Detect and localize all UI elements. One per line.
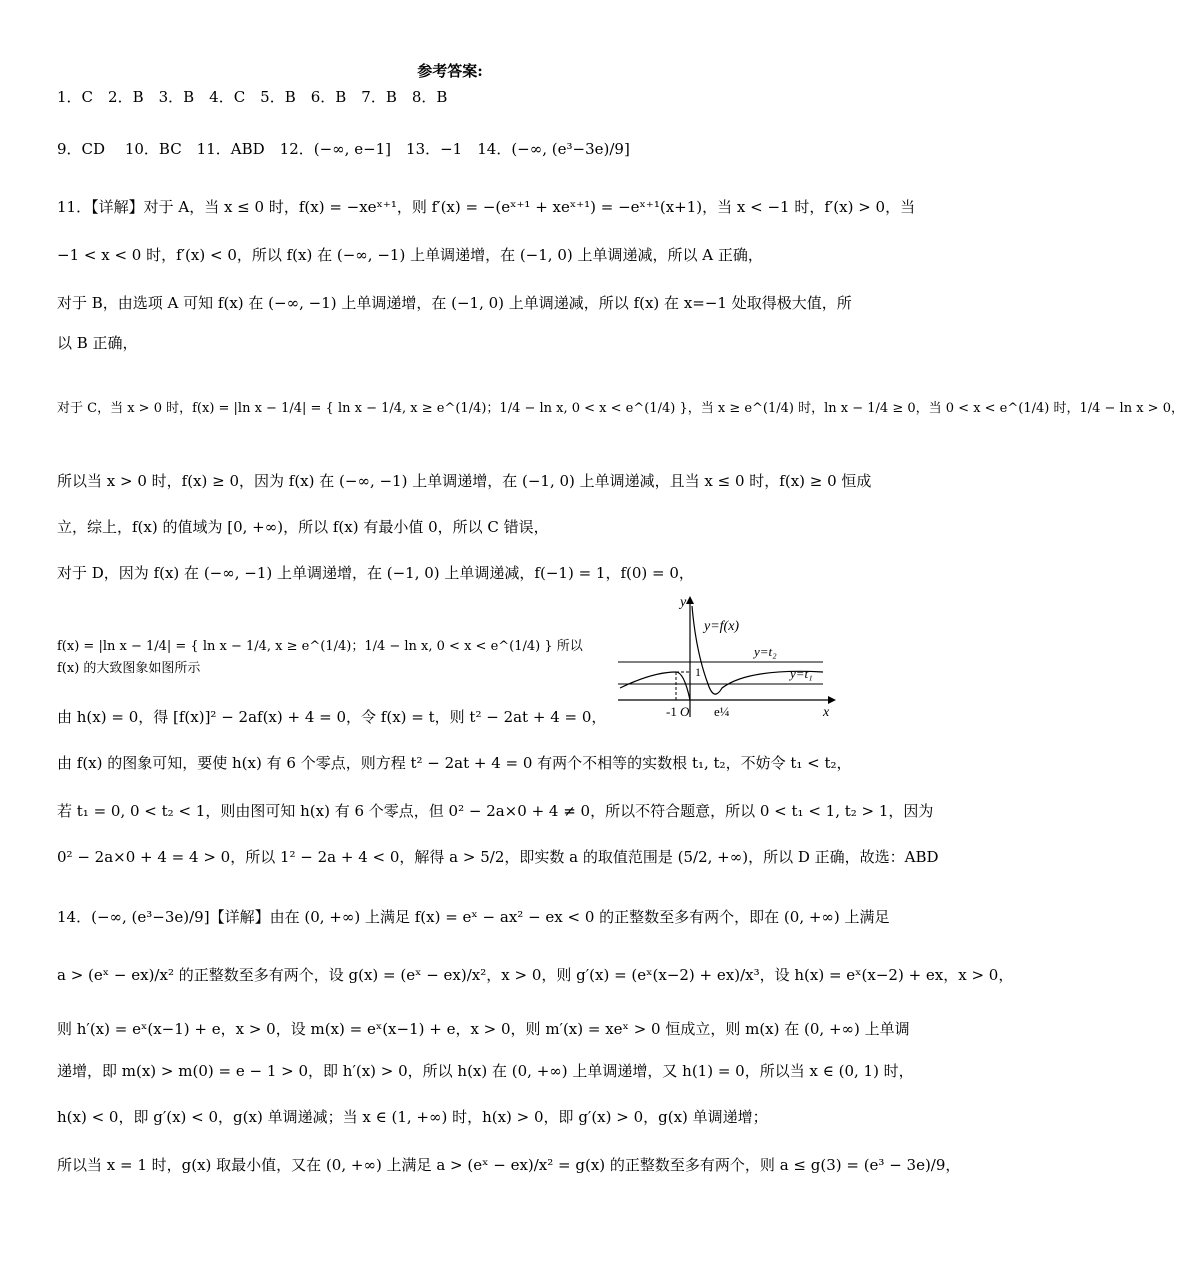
x-label: x	[823, 705, 830, 720]
curve-left	[620, 672, 690, 700]
solution11-line-8: 对于 D，因为 f(x) 在 (−∞, −1) 上单调递增，在 (−1, 0) 上单调递减，f(−1) = 1，f(0) = 0，	[57, 564, 694, 582]
solution11-line-10: 由 h(x) = 0，得 [f(x)]² − 2af(x) + 4 = 0，令 f(x) = t，则 t² − 2at + 4 = 0，	[57, 708, 607, 726]
solution14-line-1: 14．(−∞, (e³−3e)/9]【详解】由在 (0, +∞) 上满足 f(x) = eˣ − ax² − ex < 0 的正整数至多有两个，即在 (0, +∞) 上满足	[57, 908, 890, 926]
t2-label: y=t₂	[754, 644, 777, 659]
origin-label: O	[680, 704, 690, 719]
t1-label: y=t₁	[790, 666, 813, 681]
answers-line-2: 9．CD 10．BC 11．ABD 12．(−∞, e−1] 13．−1 14．(−∞, (e³−3e)/9]	[57, 140, 630, 158]
solution14-line-4: 递增，即 m(x) > m(0) = e − 1 > 0，即 h′(x) > 0，所以 h(x) 在 (0, +∞) 上单调递增，又 h(1) = 0，所以当 x ∈ (0, 1) 时，	[57, 1062, 914, 1080]
curve-label: y=f(x)	[704, 619, 740, 634]
solution11-line-9: f(x) = |ln x − 1/4| = { ln x − 1/4, x ≥ e^(1/4)；1/4 − ln x, 0 < x < e^(1/4) } 所以 f(x) 的大致图象如图所示	[57, 639, 583, 676]
x-axis-arrow	[828, 696, 836, 704]
solution11-line-13: 0² − 2a×0 + 4 = 4 > 0，所以 1² − 2a + 4 < 0，解得 a > 5/2，即实数 a 的取值范围是 (5/2, +∞)，所以 D 正确，故选：ABD	[57, 848, 939, 866]
solution11-line-4: 以 B 正确，	[57, 334, 138, 352]
y-label: y	[680, 595, 687, 610]
solution11-line-5: 对于 C，当 x > 0 时，f(x) = |ln x − 1/4| = { ln x − 1/4, x ≥ e^(1/4)；1/4 − ln x, 0 < x < e^(1/4) }，当 x ≥ e^(1/4) 时，ln x − 1/4 ≥ 0，当 0 < x < e^(1/4) 时，1/4 − ln x > 0，	[57, 401, 1184, 416]
solution14-line-2: a > (eˣ − ex)/x² 的正整数至多有两个，设 g(x) = (eˣ − ex)/x²，x > 0，则 g′(x) = (eˣ(x−2) + ex)/x³，设 h(x) = eˣ(x−2) + ex，x > 0，	[57, 966, 1014, 984]
solution11-line-12: 若 t₁ = 0, 0 < t₂ < 1，则由图可知 h(x) 有 6 个零点，但 0² − 2a×0 + 4 ≠ 0，所以不符合题意，所以 0 < t₁ < 1, t₂ > 1，因为	[57, 802, 934, 820]
solution11-line-2: −1 < x < 0 时，f′(x) < 0，所以 f(x) 在 (−∞, −1) 上单调递增，在 (−1, 0) 上单调递减，所以 A 正确，	[57, 246, 763, 264]
answers-line-1: 1．C 2．B 3．B 4．C 5．B 6．B 7．B 8．B	[57, 88, 448, 106]
solution11-line-6: 所以当 x > 0 时，f(x) ≥ 0，因为 f(x) 在 (−∞, −1) 上单调递增，在 (−1, 0) 上单调递减，且当 x ≤ 0 时，f(x) ≥ 0 恒成	[57, 472, 872, 490]
solution14-line-5: h(x) < 0，即 g′(x) < 0，g(x) 单调递减；当 x ∈ (1, +∞) 时，h(x) > 0，即 g′(x) > 0，g(x) 单调递增；	[57, 1108, 768, 1126]
neg1-label: -1	[666, 704, 677, 719]
page-title: 参考答案:	[417, 62, 483, 80]
solution11-line-3: 对于 B，由选项 A 可知 f(x) 在 (−∞, −1) 上单调递增，在 (−1, 0) 上单调递减，所以 f(x) 在 x=−1 处取得极大值，所	[57, 294, 852, 312]
solution11-line-7: 立，综上，f(x) 的值域为 [0, +∞)，所以 f(x) 有最小值 0，所以 C 错误，	[57, 518, 549, 536]
y-axis-arrow	[686, 596, 694, 604]
function-graph-figure	[618, 592, 838, 722]
solution11-line-1: 11．【详解】对于 A，当 x ≤ 0 时，f(x) = −xeˣ⁺¹，则 f′(x) = −(eˣ⁺¹ + xeˣ⁺¹) = −eˣ⁺¹(x+1)，当 x < −1 时，f′(x) > 0，当	[57, 198, 916, 216]
solution11-line-11: 由 f(x) 的图象可知，要使 h(x) 有 6 个零点，则方程 t² − 2at + 4 = 0 有两个不相等的实数根 t₁, t₂，不妨令 t₁ < t₂，	[57, 754, 852, 772]
solution14-line-6: 所以当 x = 1 时，g(x) 取最小值，又在 (0, +∞) 上满足 a > (eˣ − ex)/x² = g(x) 的正整数至多有两个，则 a ≤ g(3) = (e³ − 3e)/9，	[57, 1156, 961, 1174]
e-quarter-label: e¼	[714, 704, 730, 719]
one-label: 1	[695, 665, 701, 679]
solution14-line-3: 则 h′(x) = eˣ(x−1) + e，x > 0，设 m(x) = eˣ(x−1) + e，x > 0，则 m′(x) = xeˣ > 0 恒成立，则 m(x) 在 (0, +∞) 上单调	[57, 1020, 910, 1038]
